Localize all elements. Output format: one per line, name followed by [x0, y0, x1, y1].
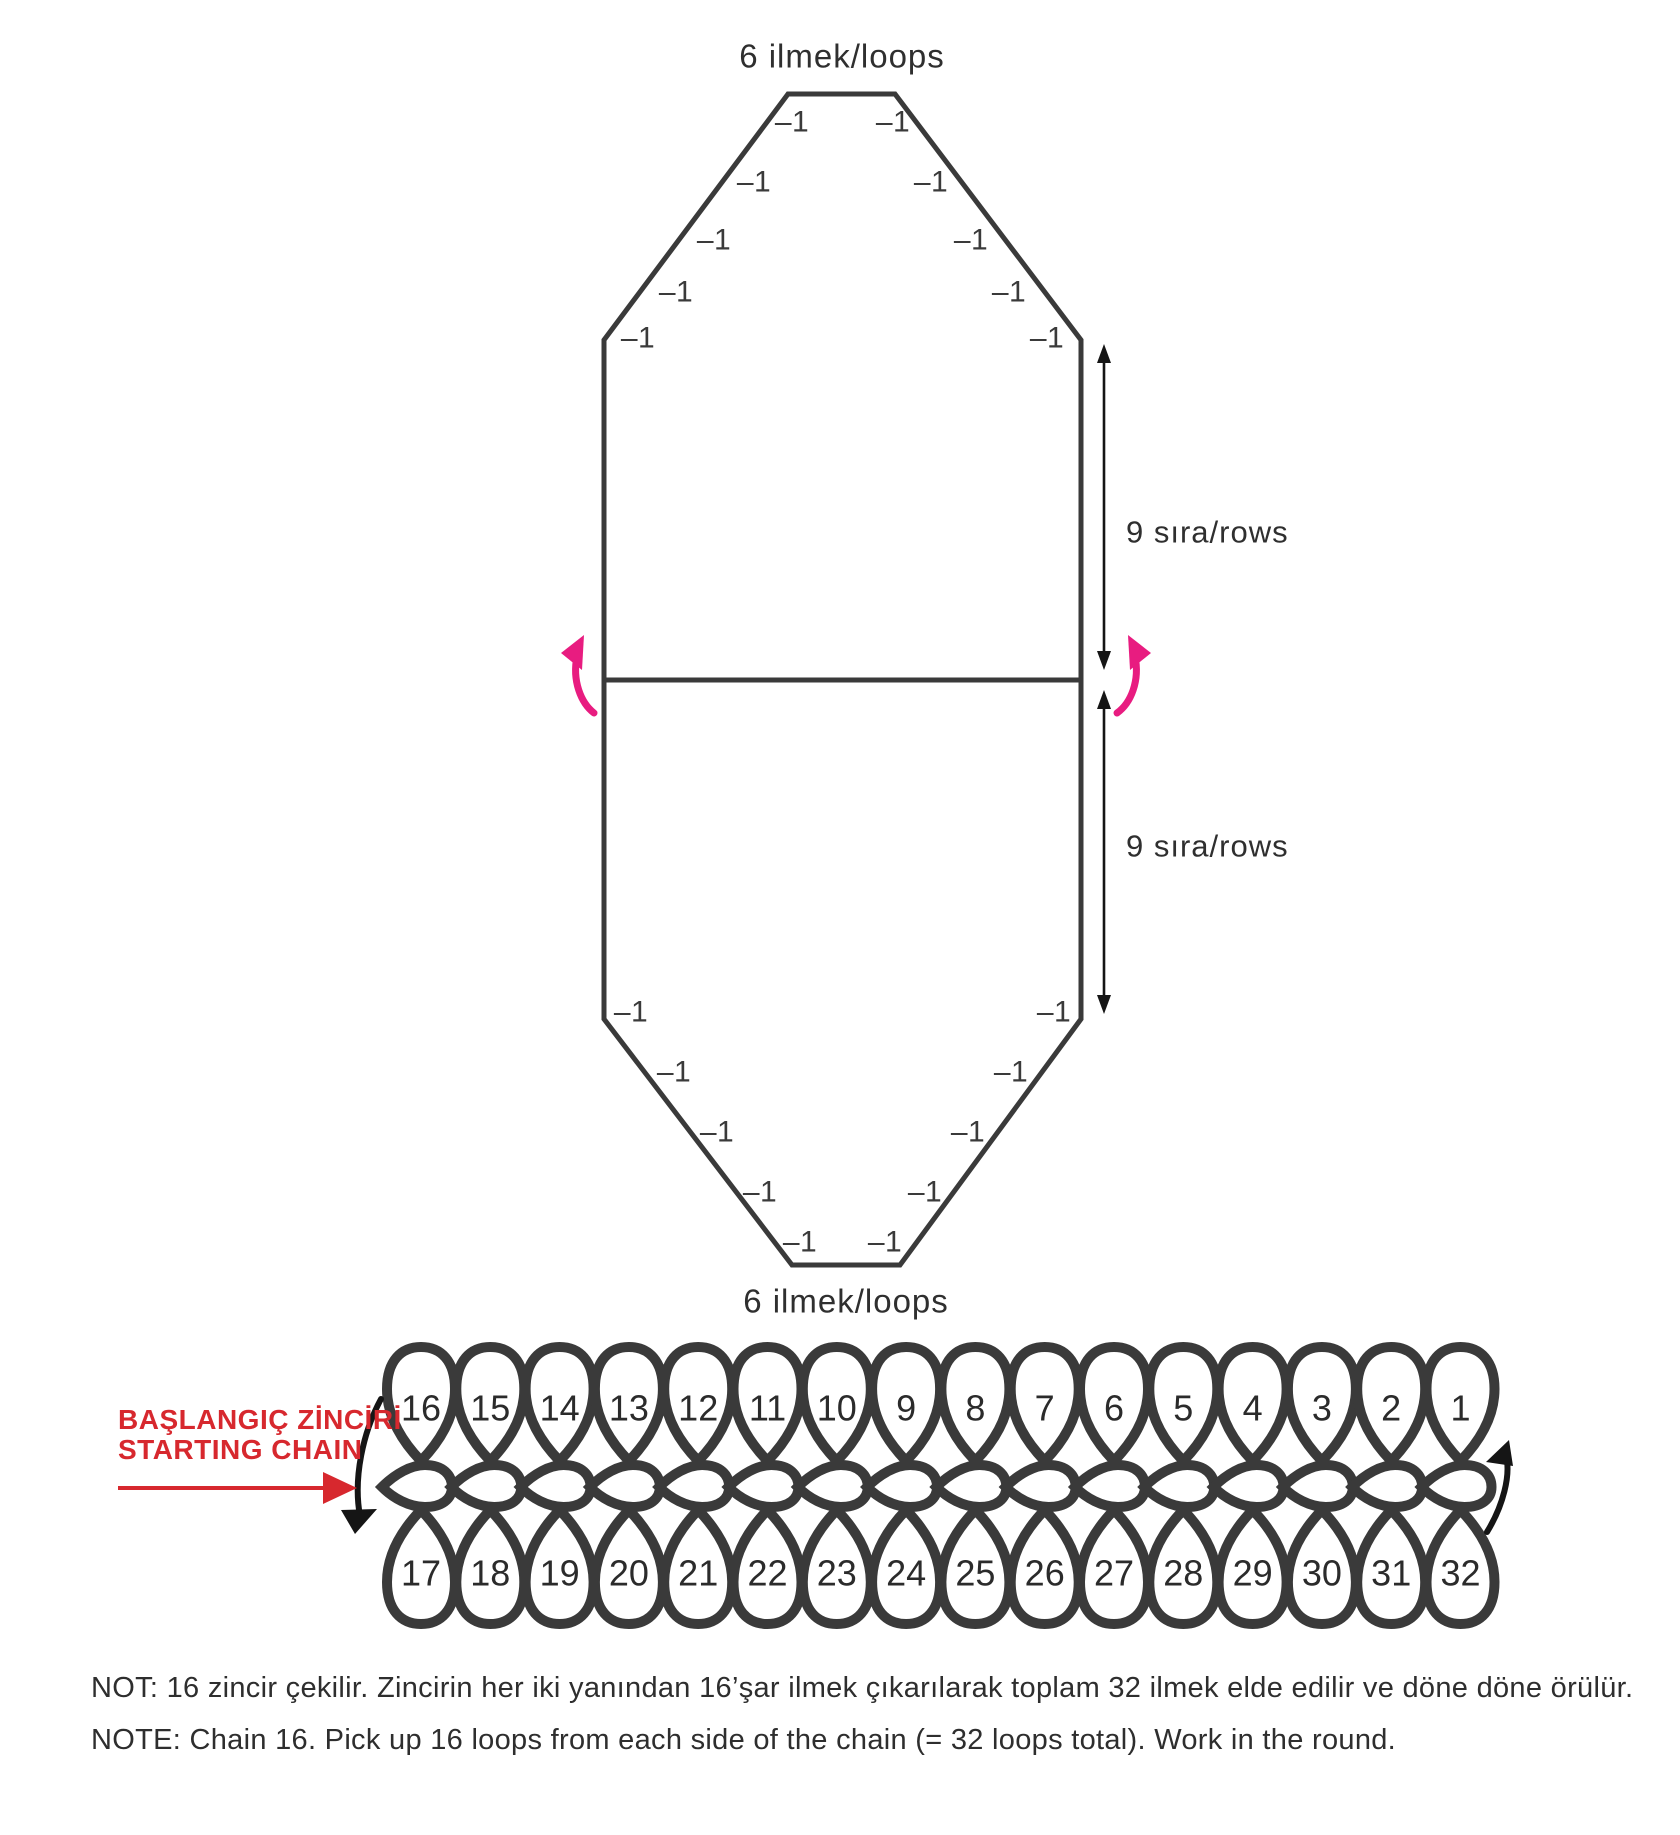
- loop-number-top: 6: [1103, 1387, 1125, 1429]
- note-line-turkish: NOT: 16 zincir çekilir. Zincirin her iki yanından 16’şar ilmek çıkarılarak toplam 32 ilmek elde edilir ve döne döne örülür.: [91, 1672, 1634, 1704]
- rows-arrow: [1097, 344, 1289, 670]
- loop-number-bottom: 20: [608, 1552, 649, 1594]
- loop-number-top: 15: [470, 1387, 511, 1429]
- starting-chain-diagram: [341, 1347, 1513, 1624]
- chain-link: [1283, 1465, 1353, 1507]
- chain-link: [1352, 1465, 1422, 1507]
- decrease-marker: –1: [613, 995, 649, 1029]
- loop-number-top: 8: [965, 1387, 986, 1429]
- decrease-marker: –1: [913, 165, 949, 199]
- chain-link: [1214, 1465, 1284, 1507]
- decrease-marker: –1: [1029, 321, 1065, 355]
- bottom-loops-label: 6 ilmek/loops: [743, 1282, 949, 1320]
- decrease-marker: –1: [774, 105, 810, 139]
- chain-link: [936, 1465, 1006, 1507]
- loop-number-top: 1: [1450, 1387, 1471, 1429]
- loop-number-top: 11: [748, 1387, 787, 1429]
- loop-number-bottom: 26: [1024, 1552, 1065, 1594]
- loop-number-top: 5: [1173, 1387, 1194, 1429]
- loop-number-top: 14: [539, 1387, 580, 1429]
- loop-number-bottom: 25: [955, 1552, 996, 1594]
- chain-link: [798, 1465, 868, 1507]
- decrease-marker: –1: [658, 275, 694, 309]
- loop-number-bottom: 28: [1163, 1552, 1204, 1594]
- turn-arrows-group: [561, 635, 1151, 713]
- loop-number-bottom: 19: [539, 1552, 580, 1594]
- arrow-head-up-icon: [1097, 344, 1111, 363]
- rows-measurement-label: 9 sıra/rows: [1126, 514, 1289, 550]
- chain-link: [451, 1465, 521, 1507]
- chain-link: [1144, 1465, 1214, 1507]
- decrease-marker: –1: [867, 1225, 903, 1259]
- chain-direction-arrow-right-head-icon: [1486, 1440, 1513, 1466]
- decrease-marker: –1: [993, 1055, 1029, 1089]
- decrease-marker: –1: [736, 165, 772, 199]
- decrease-marker: –1: [950, 1115, 986, 1149]
- loop-number-bottom: 18: [470, 1552, 511, 1594]
- loop-number-bottom: 30: [1301, 1552, 1342, 1594]
- loop-number-bottom: 29: [1232, 1552, 1273, 1594]
- chain-link: [521, 1465, 591, 1507]
- starting-chain-arrow-head-icon: [323, 1472, 357, 1504]
- arrow-head-up-icon: [1097, 690, 1111, 709]
- loop-number-bottom: 31: [1371, 1552, 1412, 1594]
- loop-number-top: 2: [1381, 1387, 1402, 1429]
- note-line-english: NOTE: Chain 16. Pick up 16 loops from each side of the chain (= 32 loops total). Work in the round.: [91, 1724, 1397, 1756]
- loop-number-top: 12: [678, 1387, 719, 1429]
- notes-group: [91, 1672, 1633, 1756]
- loop-number-bottom: 23: [816, 1552, 857, 1594]
- loop-number-top: 9: [896, 1387, 917, 1429]
- rows-measurement-label: 9 sıra/rows: [1126, 828, 1289, 864]
- loop-number-top: 3: [1311, 1387, 1332, 1429]
- loop-number-bottom: 32: [1440, 1552, 1481, 1594]
- arrow-head-down-icon: [1097, 651, 1111, 670]
- starting-chain-label-line2: STARTING CHAIN: [118, 1434, 363, 1465]
- chain-link: [590, 1465, 660, 1507]
- chain-link: [1422, 1465, 1492, 1507]
- rows-arrow: [1097, 690, 1289, 1014]
- loop-number-top: 4: [1242, 1387, 1263, 1429]
- loop-number-top: 13: [608, 1387, 649, 1429]
- arrow-head-down-icon: [1097, 995, 1111, 1014]
- decrease-marker: –1: [1036, 995, 1072, 1029]
- decrease-marker: –1: [699, 1115, 735, 1149]
- decrease-marker: –1: [656, 1055, 692, 1089]
- loop-number-top: 10: [816, 1387, 857, 1429]
- starting-chain-label-line1: BAŞLANGIÇ ZİNCİRİ: [118, 1404, 402, 1435]
- row-measurements-group: [1097, 344, 1289, 1014]
- decrease-marker: –1: [696, 223, 732, 257]
- decrease-marker: –1: [875, 105, 911, 139]
- chain-link: [382, 1465, 452, 1507]
- decrease-marker: –1: [907, 1175, 943, 1209]
- decrease-marker: –1: [742, 1175, 778, 1209]
- loop-number-bottom: 17: [400, 1552, 442, 1594]
- loop-number-bottom: 27: [1093, 1552, 1135, 1594]
- chain-link: [1075, 1465, 1145, 1507]
- decrease-marker: –1: [620, 321, 656, 355]
- loop-number-bottom: 21: [678, 1552, 719, 1594]
- top-loops-label: 6 ilmek/loops: [739, 37, 945, 75]
- loop-number-bottom: 24: [886, 1552, 927, 1594]
- decrease-marker: –1: [991, 275, 1027, 309]
- loop-number-bottom: 22: [747, 1552, 788, 1594]
- shape-outline-group: [604, 38, 1081, 1320]
- decrease-marker: –1: [782, 1225, 818, 1259]
- loop-number-top: 16: [400, 1387, 442, 1429]
- chain-link: [659, 1465, 729, 1507]
- chain-link: [729, 1465, 799, 1507]
- chain-direction-arrow-left-head-icon: [341, 1509, 377, 1534]
- loop-number-top: 7: [1034, 1387, 1055, 1429]
- decrease-marker: –1: [953, 223, 989, 257]
- chain-link: [1006, 1465, 1076, 1507]
- chain-link: [867, 1465, 937, 1507]
